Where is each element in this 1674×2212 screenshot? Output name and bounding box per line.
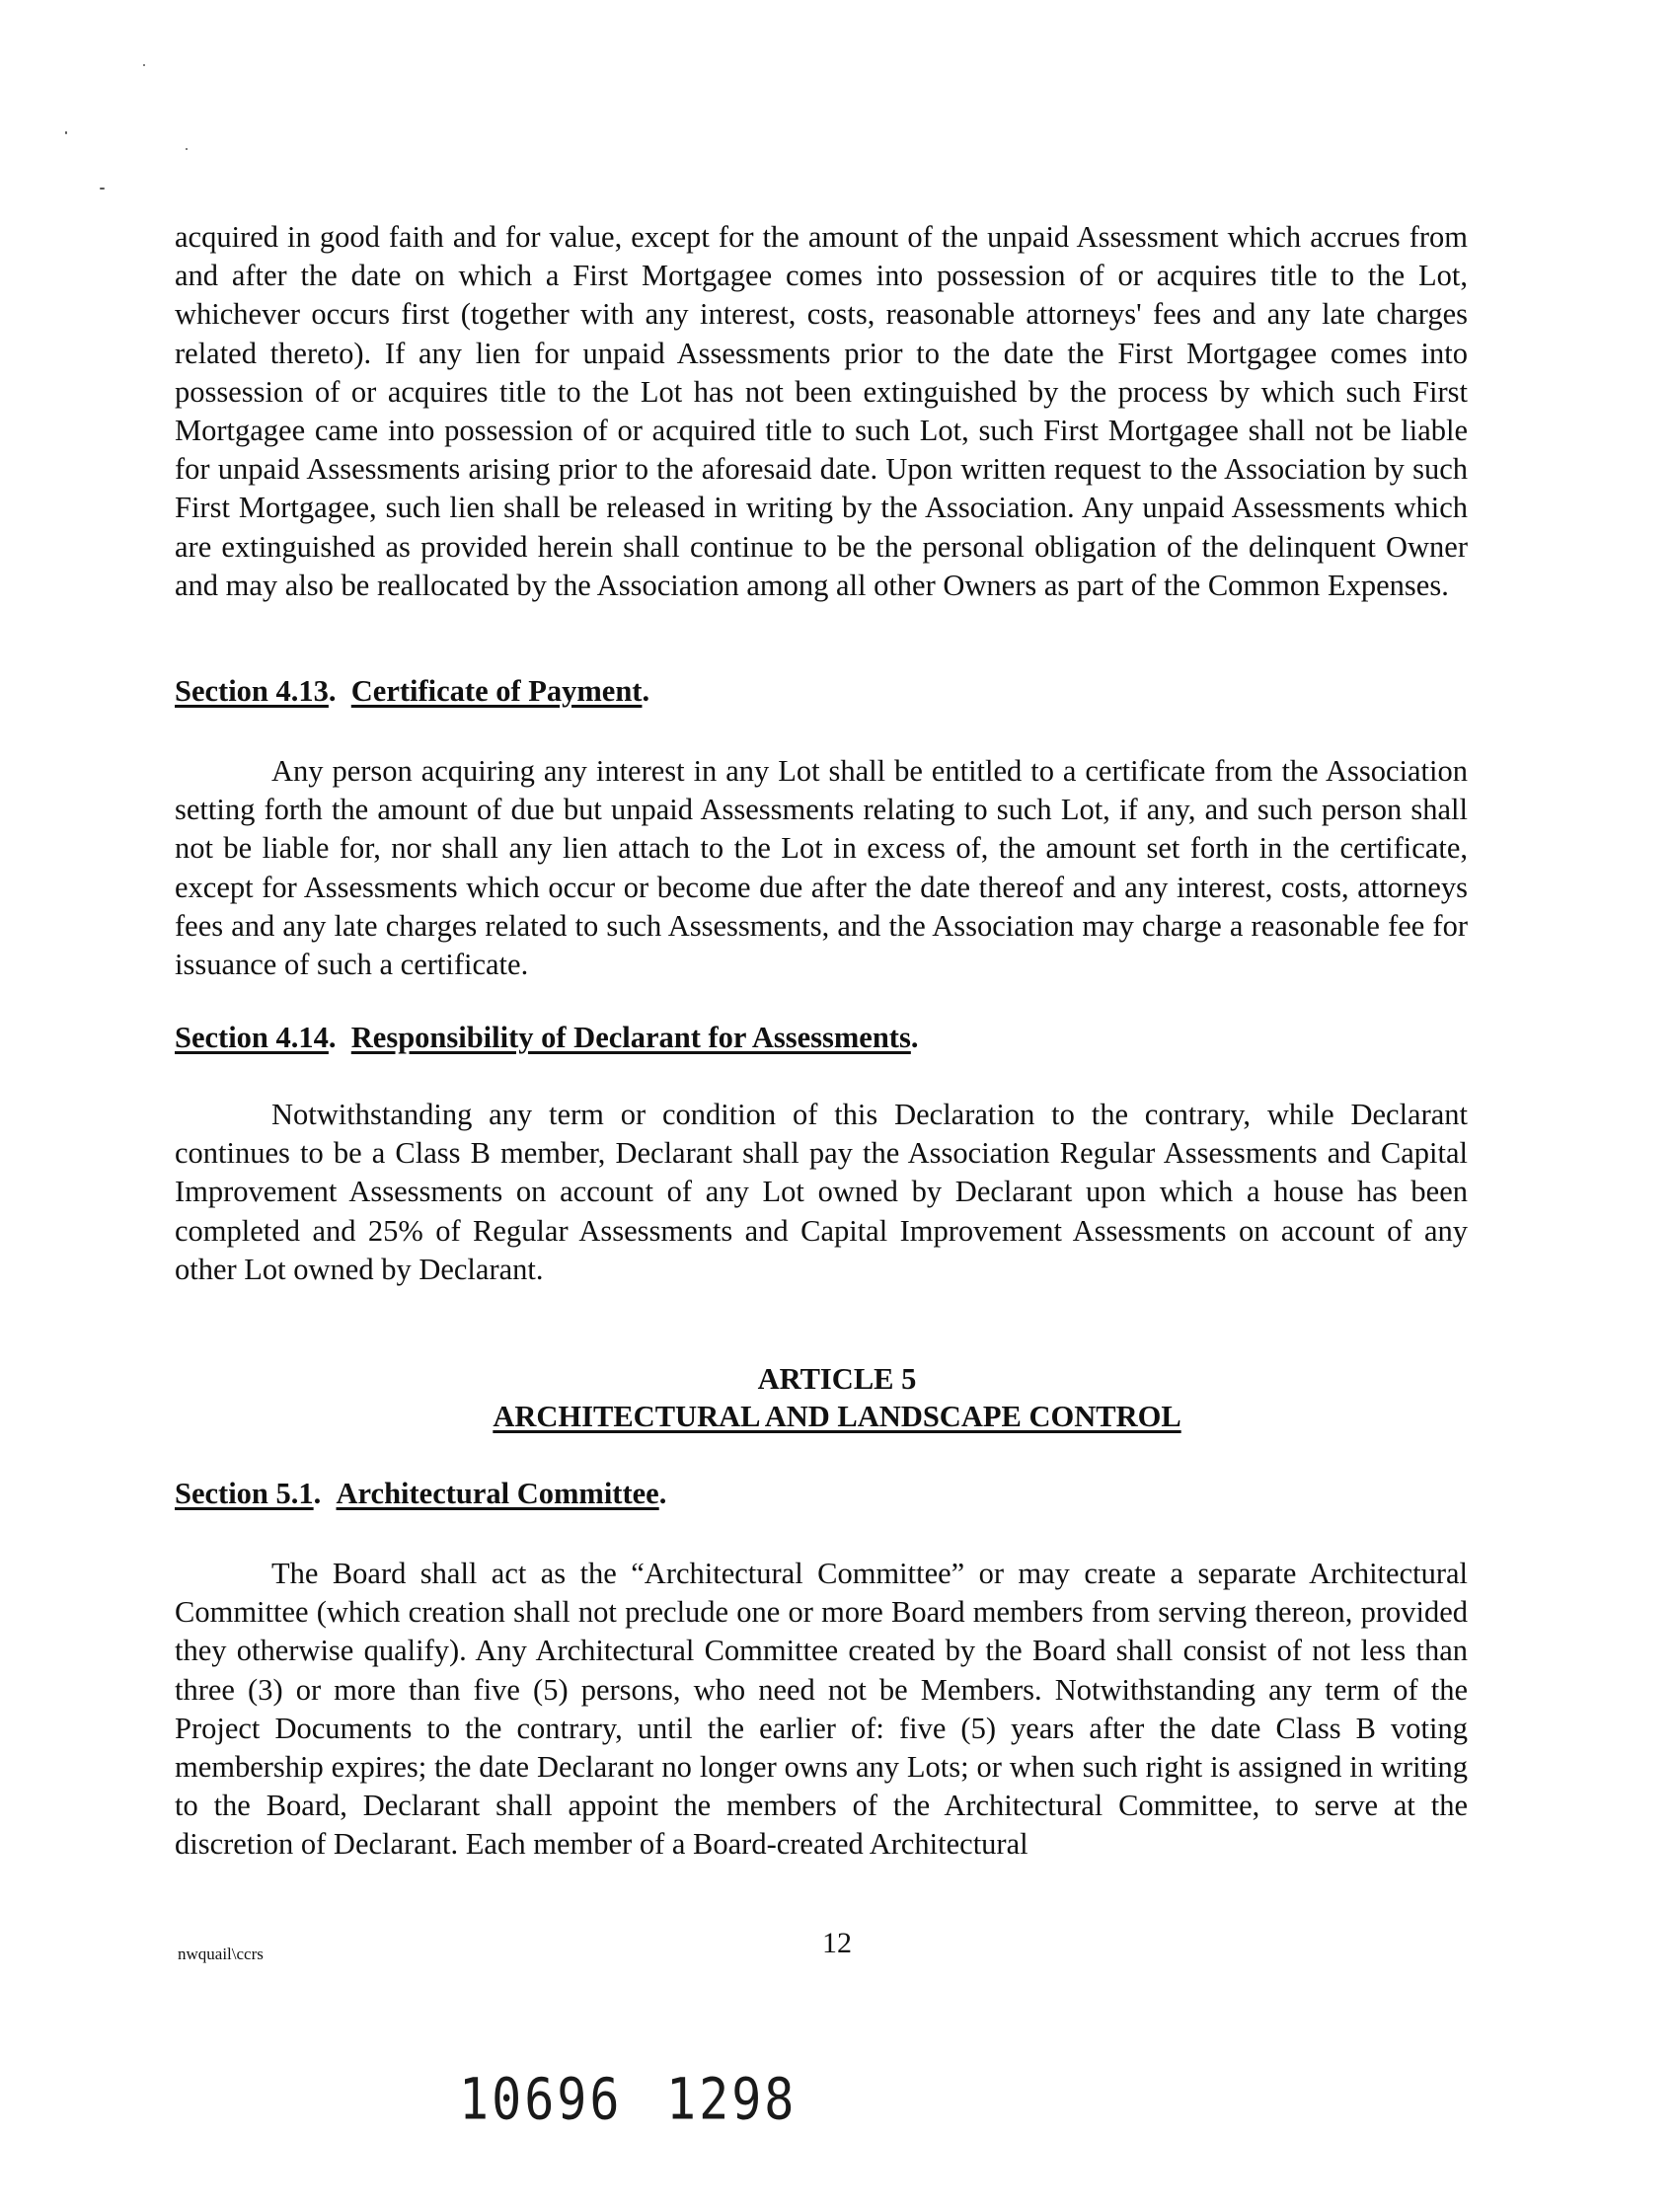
article-label: ARTICLE 5 bbox=[757, 1362, 917, 1396]
section-title: Architectural Committee bbox=[336, 1477, 659, 1510]
scan-speck bbox=[186, 148, 188, 150]
recording-book-number: 10696 bbox=[459, 2066, 623, 2133]
footer-file-reference: nwquail\ccrs bbox=[178, 1945, 264, 1963]
section-title: Certificate of Payment bbox=[350, 674, 643, 708]
section-body: The Board shall act as the “Architectural Committee” or may create a separate Architectural Committee (which creation shall not preclude one or more Board members from serving thereon, provided they otherwise qualify). Any Architectural Committee created by the Board shall consist of not less than three (3) or more than five (5) persons, who need not be Members. Notwithstanding any term of the Project Documents to the contrary, until the earlier of: five (5) years after the date Class B voting membership expires; the date Declarant no longer owns any Lots; or when such right is assigned in writing to the Board, Declarant shall appoint the members of the Architectural Committee, to serve at the discretion of Declarant. Each member of a Board-created Architectural bbox=[175, 1557, 1468, 1862]
section-title: Responsibility of Declarant for Assessments bbox=[350, 1021, 911, 1054]
article-title: ARCHITECTURAL AND LANDSCAPE CONTROL bbox=[493, 1400, 1181, 1433]
section-heading: Section 5.1. Architectural Committee. bbox=[175, 1477, 667, 1510]
section-number: Section 4.13 bbox=[175, 674, 329, 708]
scan-speck bbox=[65, 131, 67, 134]
section-body: Notwithstanding any term or condition of this Declaration to the contrary, while Declarant continues to be a Class B member, Declarant shall pay the Association Regular Assessments and Capital Improvement Assessments on account of any Lot owned by Declarant upon which a house has been completed and 25% of Regular Assessments and Capital Improvement Assessments on account of any other Lot owned by Declarant. bbox=[175, 1098, 1468, 1286]
section-number: Section 5.1 bbox=[175, 1477, 314, 1510]
recording-page-number: 1298 bbox=[666, 2066, 798, 2133]
section-heading: Section 4.14. Responsibility of Declarant for Assessments. bbox=[175, 1021, 919, 1054]
section-body: Any person acquiring any interest in any Lot shall be entitled to a certificate from the Association setting forth the amount of due but unpaid Assessments relating to such Lot, if any, and such person shall not be liable for, nor shall any lien attach to the Lot in excess of, the amount set forth in the certificate, except for Assessments which occur or become due after the date thereof and any interest, costs, attorneys fees and any late charges related to such Assessments, and the Association may charge a reasonable fee for issuance of such a certificate. bbox=[175, 754, 1468, 982]
intro-paragraph: acquired in good faith and for value, except for the amount of the unpaid Assessment which accrues from and after the date on which a First Mortgagee comes into possession of or acquires title to the Lot, whichever occurs first (together with any interest, costs, reasonable attorneys' fees and any late charges related thereto). If any lien for unpaid Assessments prior to the date the First Mortgagee comes into possession of or acquires title to the Lot has not been extinguished by the process by which such First Mortgagee came into possession of or acquired title to such Lot, such First Mortgagee shall not be liable for unpaid Assessments arising prior to the aforesaid date. Upon written request to the Association by such First Mortgagee, such lien shall be released in writing by the Association. Any unpaid Assessments which are extinguished as provided herein shall continue to be the personal obligation of the delinquent Owner and may also be reallocated by the Association among all other Owners as part of the Common Expenses. bbox=[175, 220, 1468, 602]
section-number: Section 4.14 bbox=[175, 1021, 329, 1054]
page-number: 12 bbox=[822, 1927, 852, 1959]
scan-speck bbox=[143, 64, 145, 66]
scan-speck bbox=[100, 188, 105, 190]
section-heading: Section 4.13. Certificate of Payment. bbox=[175, 674, 650, 708]
